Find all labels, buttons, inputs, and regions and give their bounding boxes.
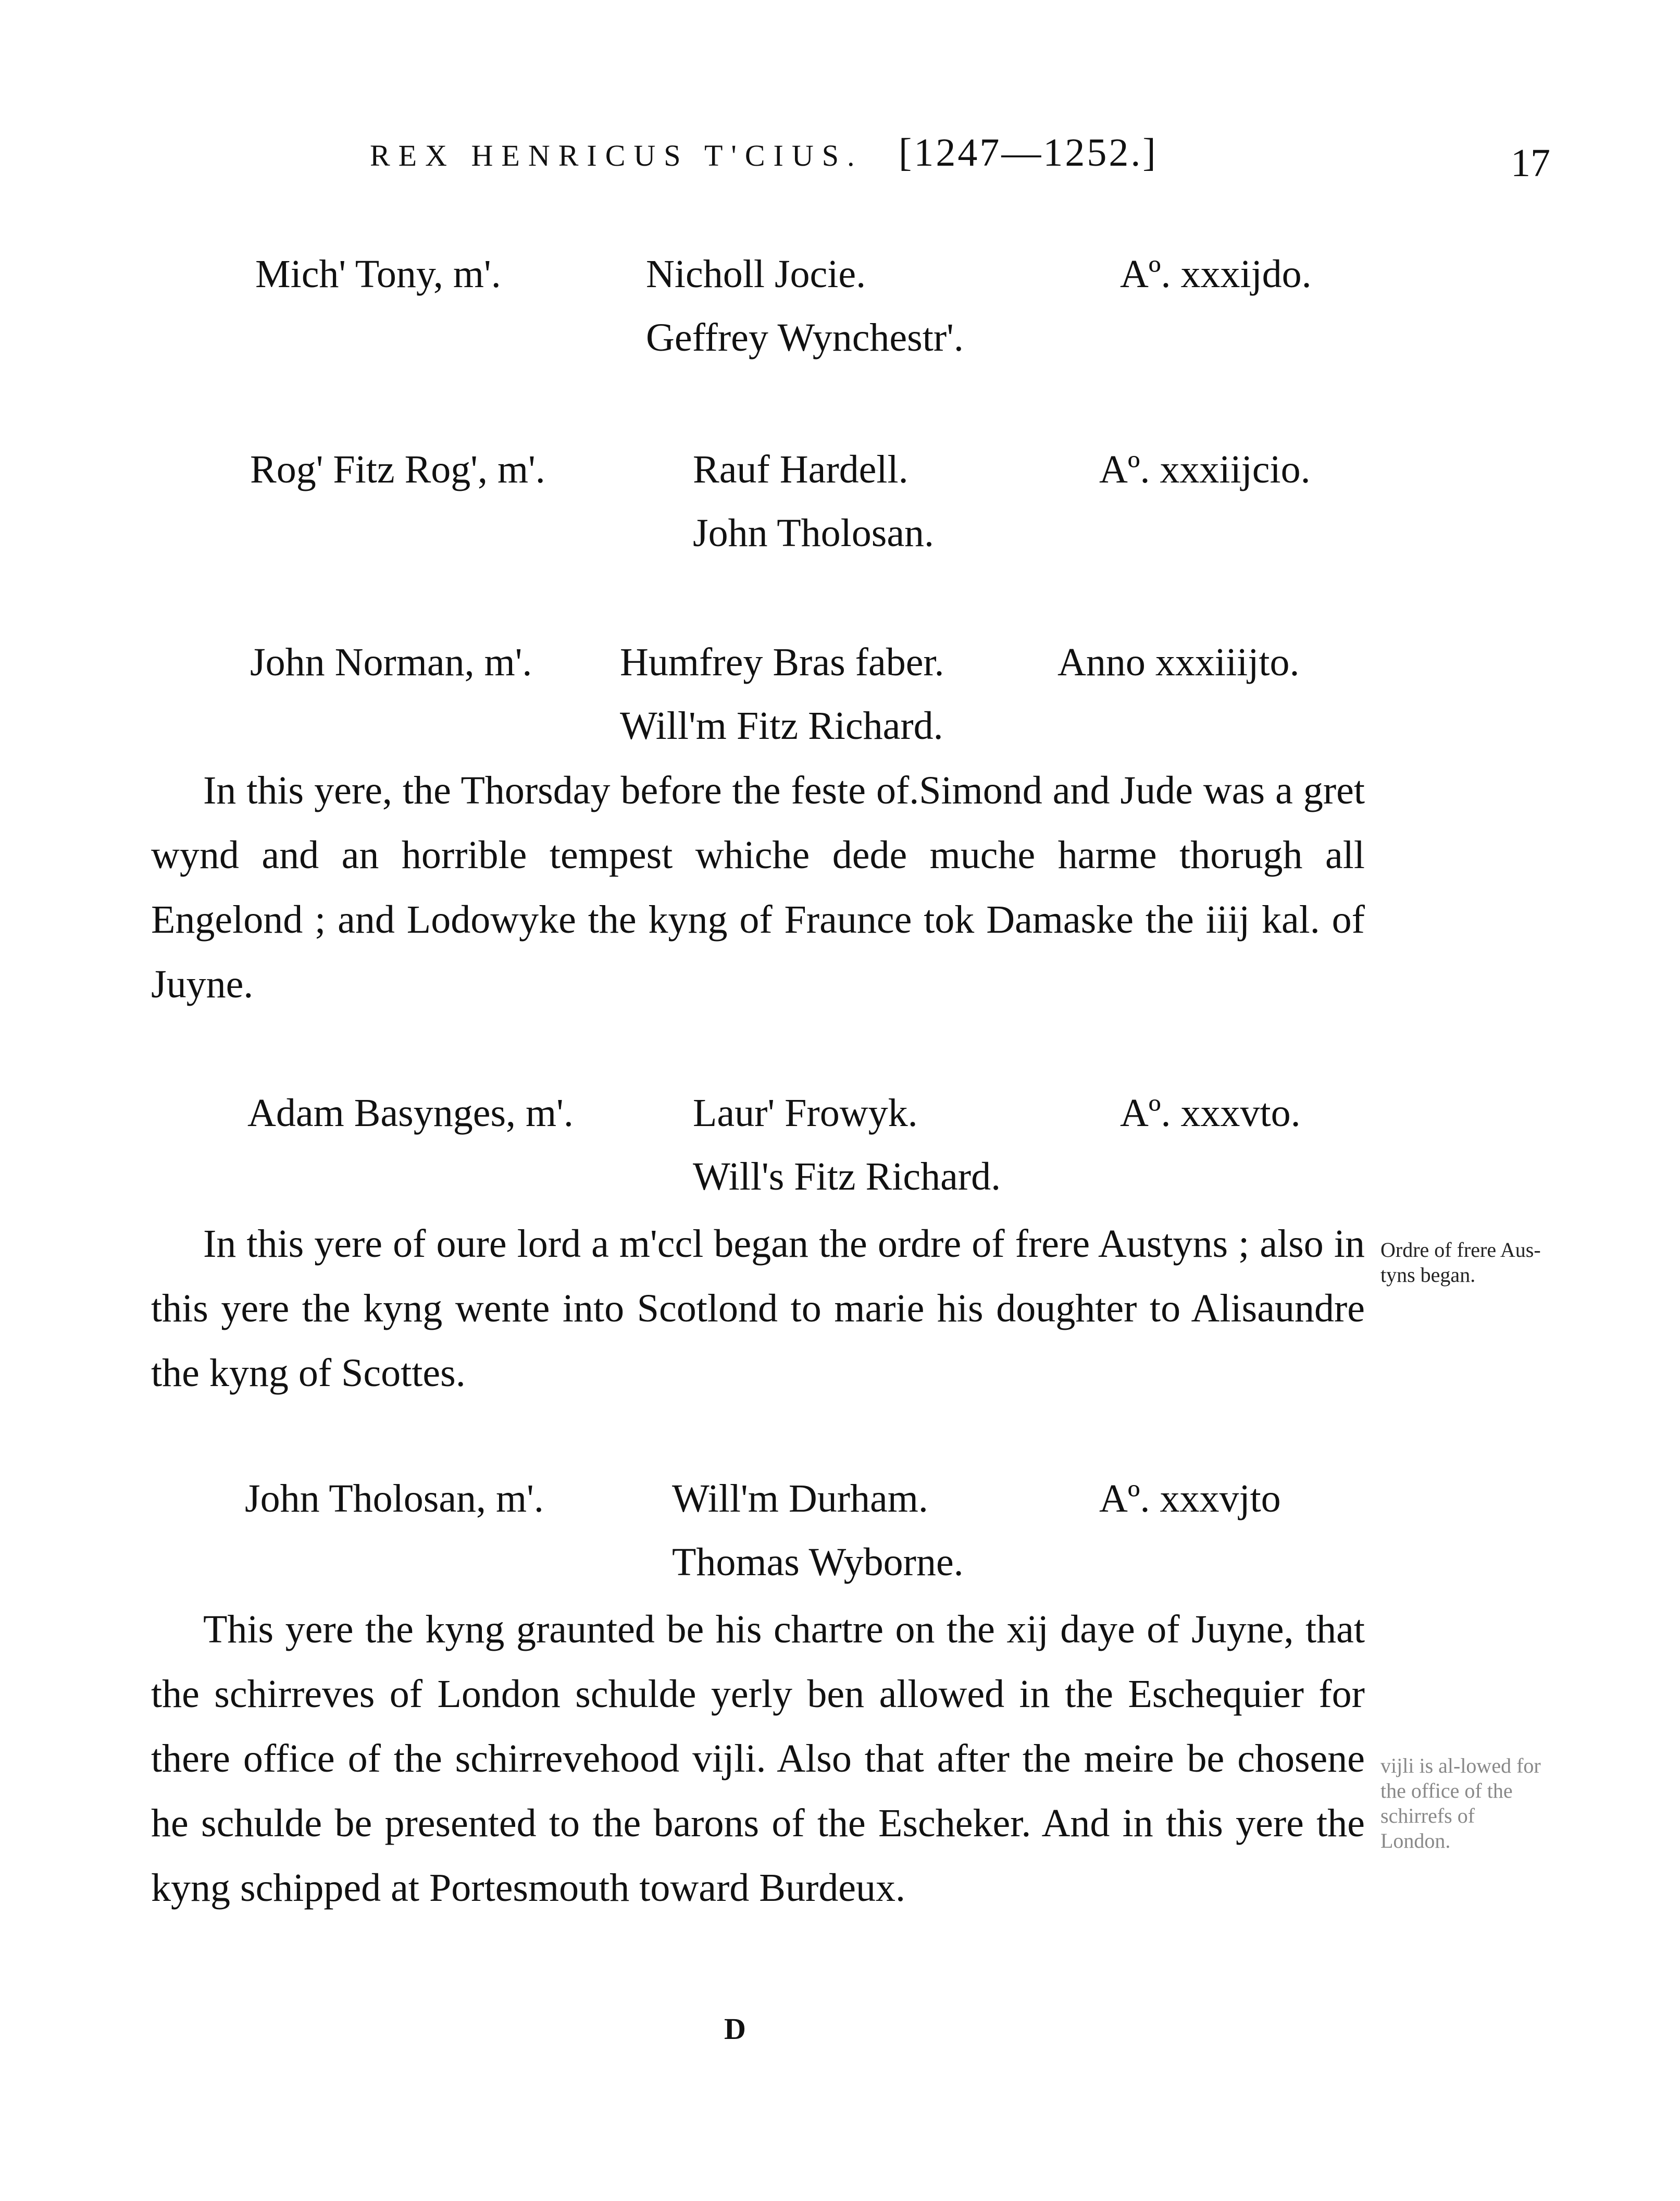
sheriff-name: Thomas Wyborne.	[672, 1540, 964, 1584]
sheriff-name: Will'm Durham.	[672, 1477, 928, 1520]
mayoralty-entry	[0, 242, 1680, 373]
regnal-year: Aº. xxxvto.	[1120, 1091, 1301, 1135]
mayoralty-entry	[0, 1081, 1680, 1211]
page-number: 17	[1511, 141, 1550, 185]
running-head	[370, 130, 1158, 176]
margin-note: vijli is al-lowed for the office of the schirrefs of London.	[1380, 1754, 1541, 1852]
running-head-title: REX HENRICUS T'CIUS.	[370, 139, 863, 172]
sheriff-name: Will'm Fitz Richard.	[620, 704, 943, 748]
chronicle-paragraph: This yere the kyng graunted be his chartre on the xij daye of Juyne, that the schirreves of London schulde yerly ben allowed in the Eschequier for there office of the schirrevehood vijli. Also that after the meire be chosene he schulde be presented to the barons of the Escheker. And in this yere the kyng schipped at Portesmouth toward Burdeux.	[151, 1608, 1365, 1910]
sheriff-name: John Tholosan.	[693, 511, 935, 555]
running-head-years: [1247—1252.]	[899, 131, 1158, 175]
sheriff-name: Will's Fitz Richard.	[693, 1155, 1001, 1198]
mayor-name: John Norman, m'.	[250, 640, 532, 684]
sheriff-name: Geffrey Wynchestr'.	[646, 316, 964, 360]
regnal-year: Aº. xxxvjto	[1099, 1477, 1281, 1520]
chronicle-paragraph: In this yere of oure lord a m'ccl began the ordre of frere Austyns ; also in this yere the kyng wente into Scotlond to marie his doughter to Alisaundre the kyng of Scottes.	[151, 1222, 1365, 1395]
page-header	[0, 130, 1680, 188]
sheriff-name: Rauf Hardell.	[693, 448, 909, 491]
regnal-year: Aº. xxxijdo.	[1120, 252, 1312, 296]
margin-note: Ordre of frere Aus-tyns began.	[1380, 1238, 1541, 1287]
mayor-name: Rog' Fitz Rog', m'.	[250, 448, 545, 491]
mayor-name: Mich' Tony, m'.	[255, 252, 501, 296]
sheriff-name: Humfrey Bras faber.	[620, 640, 944, 684]
sheriff-name: Laur' Frowyk.	[693, 1091, 918, 1135]
chronicle-paragraph: In this yere, the Thorsday before the feste of.Simond and Jude was a gret wynd and an horrible tempest whiche dede muche harme thorugh all Engelond ; and Lodowyke the kyng of Fraunce tok Damaske the iiij kal. of Juyne.	[151, 769, 1365, 1006]
mayor-name: Adam Basynges, m'.	[247, 1091, 574, 1135]
regnal-year: Aº. xxxiijcio.	[1099, 448, 1311, 491]
mayoralty-entry	[0, 630, 1680, 761]
sheriff-name: Nicholl Jocie.	[646, 252, 866, 296]
mayoralty-entry	[0, 438, 1680, 568]
regnal-year: Anno xxxiiijto.	[1057, 640, 1300, 684]
mayor-name: John Tholosan, m'.	[245, 1477, 544, 1520]
mayoralty-entry	[0, 1467, 1680, 1597]
signature-mark: D	[724, 2012, 746, 2046]
